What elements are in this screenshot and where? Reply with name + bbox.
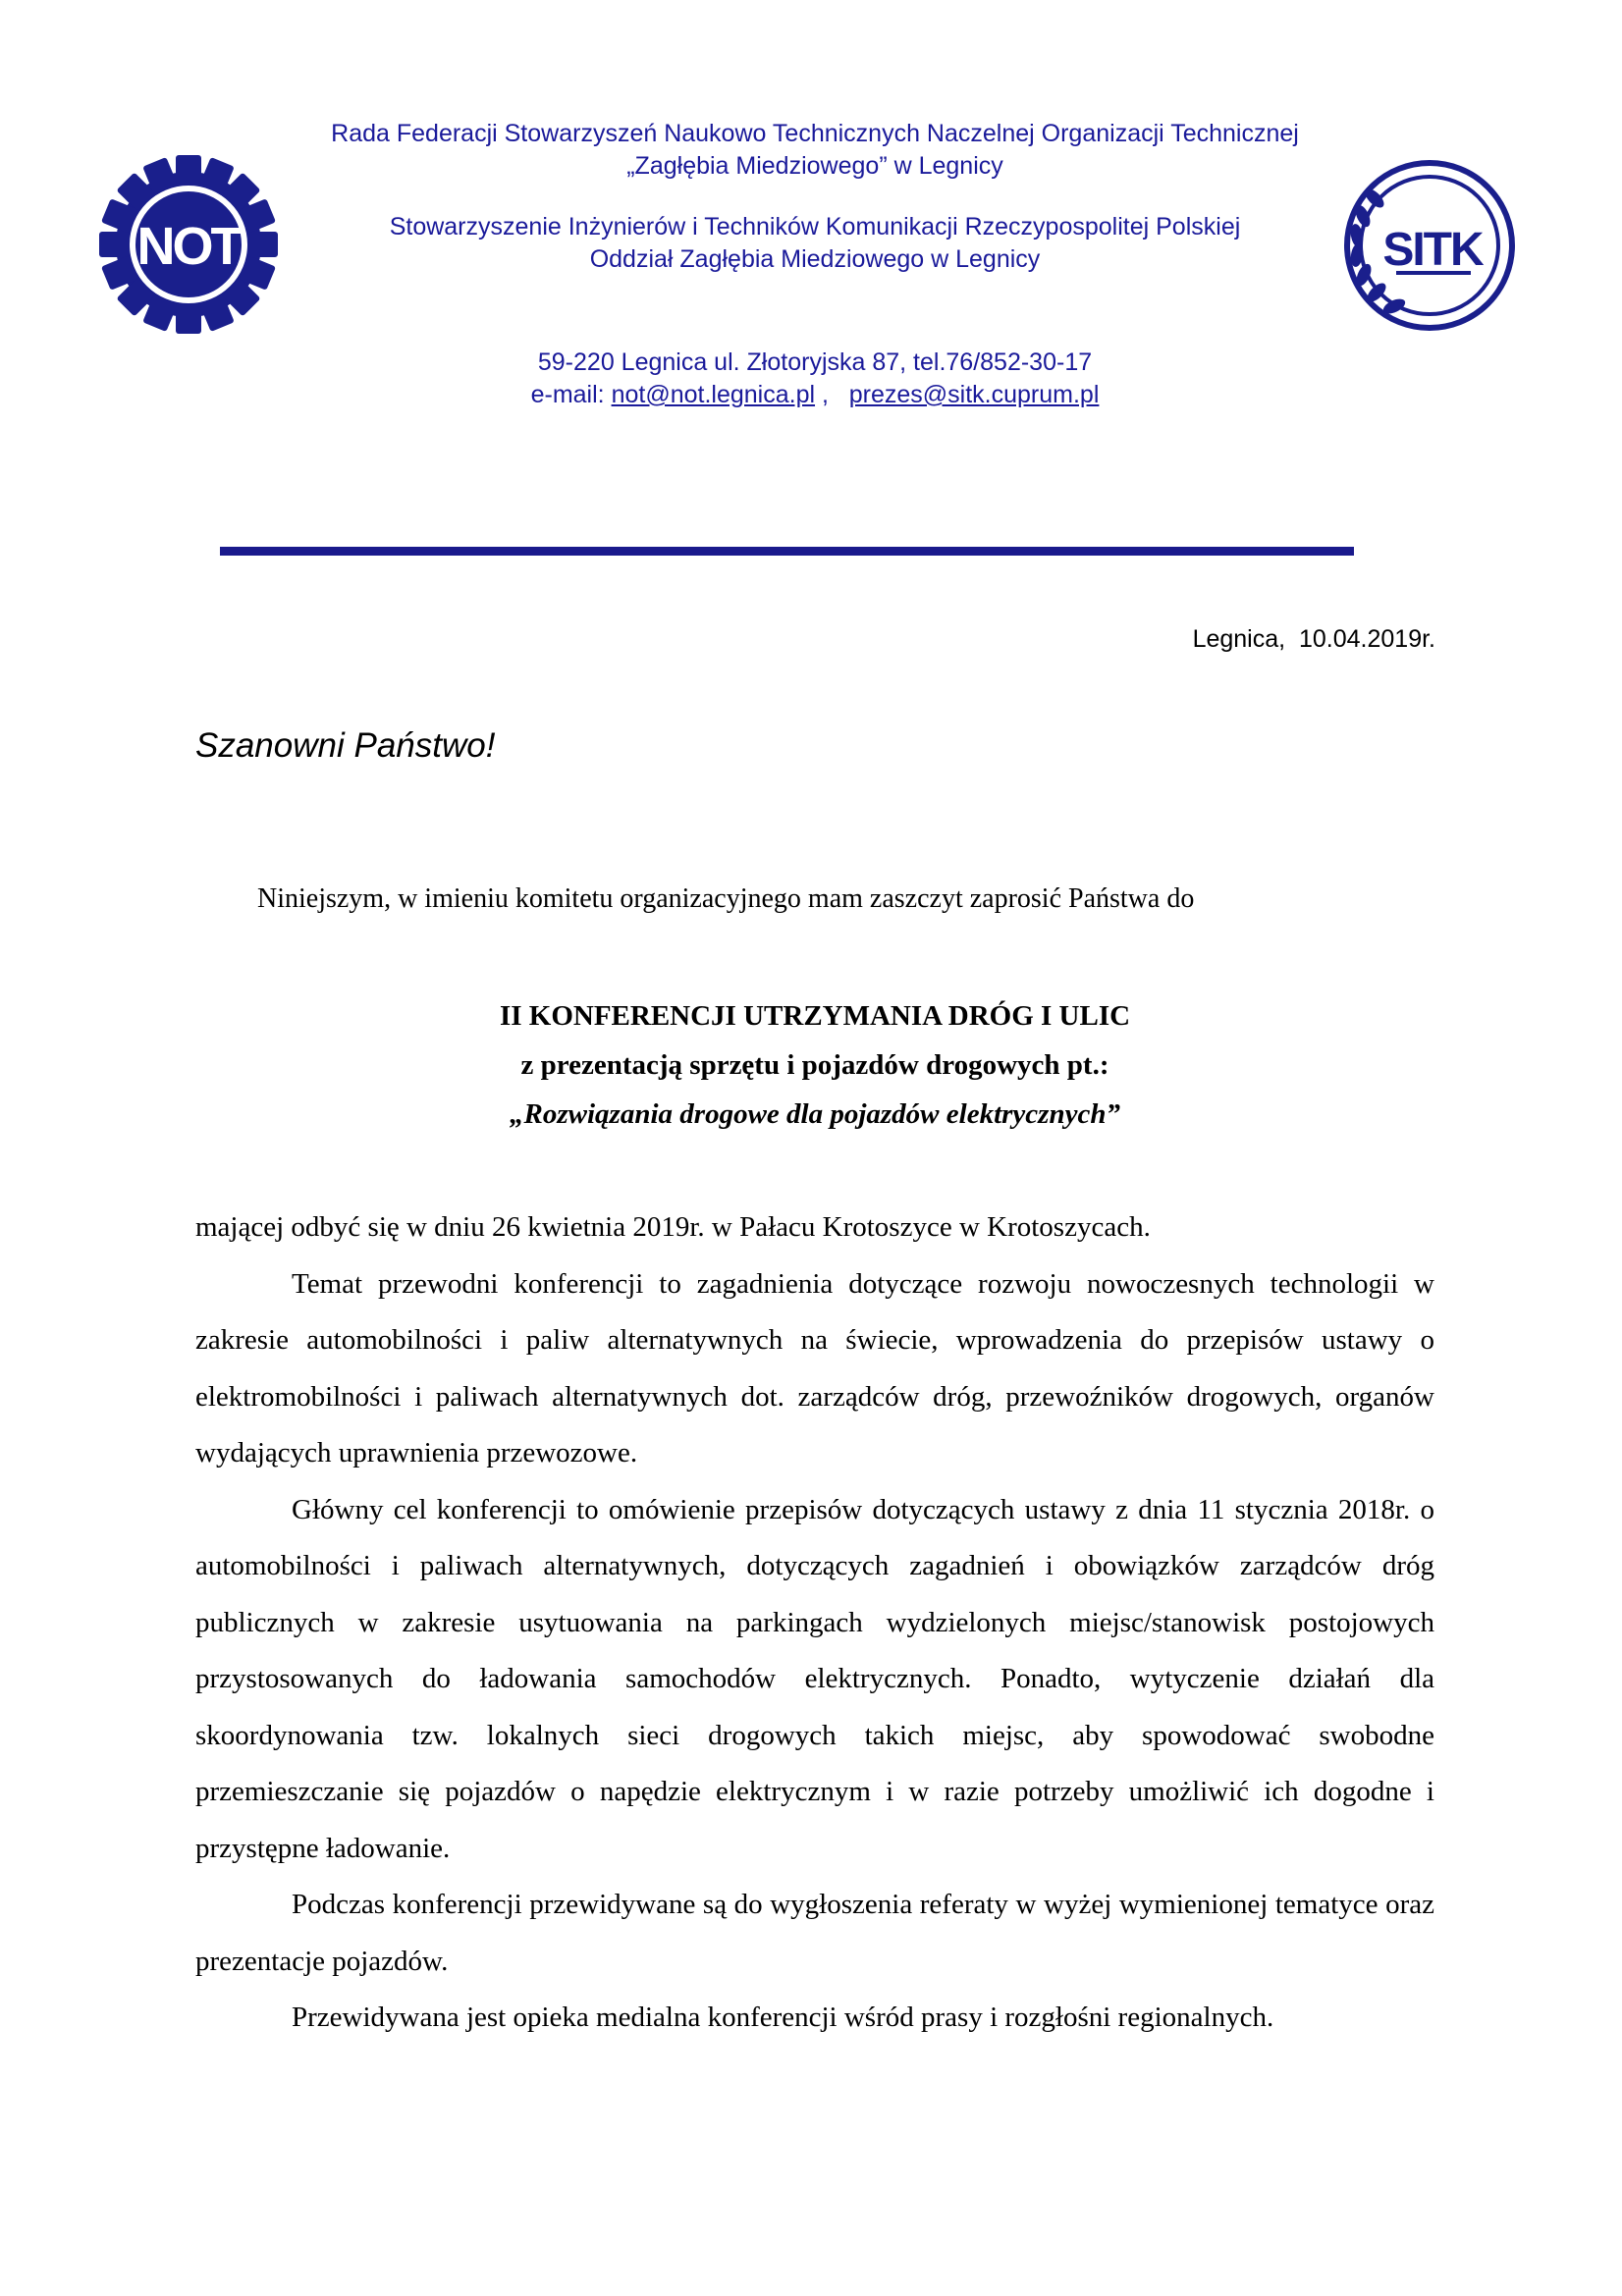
email-separator: , (815, 381, 849, 408)
conference-title-line1: II KONFERENCJI UTRZYMANIA DRÓG I ULIC (499, 1000, 1131, 1032)
letter-body (195, 1200, 1434, 2047)
postal-address: 59-220 Legnica ul. Złotoryjska 87, tel.76/852-30-17 (537, 348, 1093, 376)
letter-date: Legnica, 10.04.2019r. (1192, 625, 1435, 653)
body-paragraph-media: Przewidywana jest opieka medialna konferencji wśród prasy i rozgłośni regionalnych. (292, 2002, 1274, 2033)
email-line (226, 379, 1404, 411)
body-paragraph-presentations: Podczas konferencji przewidywane są do wygłoszenia referaty w wyżej wymienionej tematyce oraz prezentacje pojazdów. (195, 1889, 1434, 1977)
email-label: e-mail: (530, 381, 612, 408)
letter-intro: Niniejszym, w imieniu komitetu organizacyjnego mam zaszczyt zaprosić Państwa do (257, 883, 1195, 914)
association-name-line1: Stowarzyszenie Inżynierów i Techników Komunikacji Rzeczypospolitej Polskiej (389, 213, 1241, 240)
svg-text:NOT: NOT (136, 217, 241, 276)
body-paragraph-goal: Główny cel konferencji to omówienie przepisów dotyczących ustawy z dnia 11 stycznia 2018r. o automobilności i paliwach alternatywnych, dotyczących zagadnień i obowiązków zarządców dróg publicznych w zakresie usytuowania na parkingach wydzielonych miejsc/stanowisk postojowych przystosowanych do ładowania samochodów elektrycznych. Ponadto, wytyczenie działań dla skoordynowania tzw. lokalnych sieci drogowych takich miejsc, aby spowodować swobodne przemieszczanie się pojazdów o napędzie elektrycznym i w razie potrzeby umożliwić ich dogodne i przystępne ładowanie. (195, 1493, 1434, 1864)
federation-name-line2: „Zagłębia Miedziowego” w Legnicy (626, 152, 1003, 180)
conference-title-line3: „Rozwiązania drogowe dla pojazdów elektrycznych” (510, 1098, 1120, 1130)
federation-name-line1: Rada Federacji Stowarzyszeń Naukowo Technicznych Naczelnej Organizacji Technicznej (331, 120, 1299, 147)
conference-title-line2: z prezentacją sprzętu i pojazdów drogowych pt.: (520, 1049, 1109, 1081)
header-contact (226, 347, 1404, 411)
letter-greeting: Szanowni Państwo! (195, 726, 496, 765)
body-paragraph-venue: mającej odbyć się w dniu 26 kwietnia 2019r. w Pałacu Krotoszyce w Krotoszycach. (195, 1211, 1151, 1243)
header-association (226, 211, 1404, 276)
header-federation (226, 118, 1404, 183)
header-divider (220, 547, 1354, 556)
conference-title (195, 991, 1434, 1139)
svg-text:SITK: SITK (1382, 224, 1483, 276)
email-link-not[interactable]: not@not.legnica.pl (611, 381, 816, 408)
association-name-line2: Oddział Zagłębia Miedziowego w Legnicy (589, 245, 1041, 273)
email-link-sitk[interactable]: prezes@sitk.cuprum.pl (848, 381, 1100, 408)
body-paragraph-theme: Temat przewodni konferencji to zagadnienia dotyczące rozwoju nowoczesnych technologii w zakresie automobilności i paliw alternatywnych na świecie, wprowadzenia do przepisów ustawy o elektromobilności i paliwach alternatywnych dot. zarządców dróg, przewoźników drogowych, organów wydających uprawnienia przewozowe. (195, 1267, 1434, 1468)
